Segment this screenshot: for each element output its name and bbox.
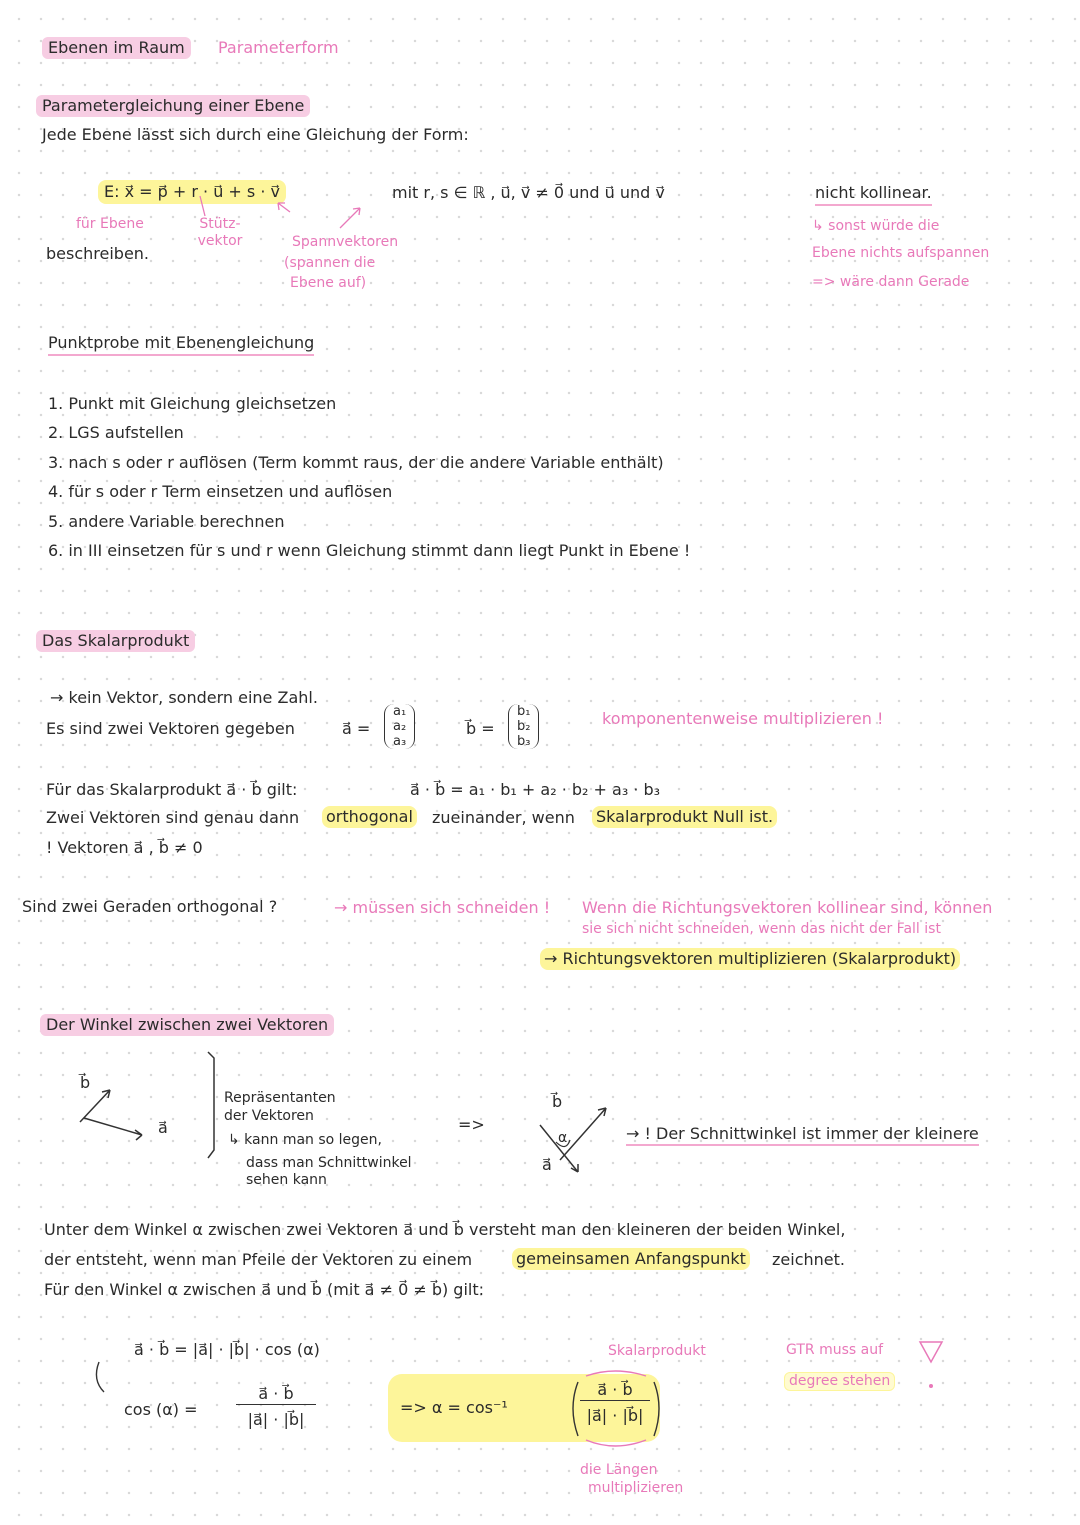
side-note-3: => wäre dann Gerade	[812, 274, 970, 290]
step-1: 1. Punkt mit Gleichung gleichsetzen	[48, 394, 337, 413]
a-comp: a₃	[393, 734, 407, 749]
winkel-formula-3-num: a⃗ · b⃗	[580, 1380, 650, 1401]
rep-4: dass man Schnittwinkel	[246, 1155, 412, 1171]
rep-2: der Vektoren	[224, 1108, 314, 1124]
step-6: 6. in III einsetzen für s und r wenn Gleichung stimmt dann liegt Punkt in Ebene !	[48, 541, 691, 560]
b-comp: b₂	[517, 719, 531, 734]
skalar-formula-intro: Für das Skalarprodukt a⃗ · b⃗ gilt:	[46, 780, 298, 799]
note-spann-2: (spannen die	[284, 255, 376, 271]
b-comp: b₃	[517, 734, 531, 749]
plane-equation: E: x⃗ = p⃗ + r · u⃗ + s · v⃗	[98, 180, 286, 204]
winkel-def-2a: der entsteht, wenn man Pfeile der Vektoren zu einem	[44, 1250, 473, 1269]
note-ebene: für Ebene	[76, 216, 144, 232]
section-heading-winkel: Der Winkel zwischen zwei Vektoren	[40, 1014, 334, 1036]
implies-arrow: =>	[458, 1115, 485, 1134]
sketch-a-label: a⃗	[158, 1118, 168, 1137]
gtr-note-2: degree stehen	[784, 1372, 895, 1391]
winkel-formula-2-den: |a⃗| · |b⃗|	[247, 1410, 305, 1429]
page-subtitle: Parameterform	[218, 38, 339, 57]
side-note-2: Ebene nichts aufspannen	[812, 245, 990, 261]
plane-condition: mit r, s ∈ ℝ , u⃗, v⃗ ≠ 0⃗ und u⃗ und v⃗	[392, 183, 665, 202]
ortho-text-1: Zwei Vektoren sind genau dann	[46, 808, 300, 827]
rep-1: Repräsentanten	[224, 1090, 336, 1106]
ortho-text-2: zueinander, wenn	[432, 808, 575, 827]
geraden-answer-3: sie sich nicht schneiden, wenn das nicht der Fall ist	[582, 921, 941, 937]
geraden-answer-2: Wenn die Richtungsvektoren kollinear sind, können	[582, 898, 993, 917]
label-skalarprodukt: Skalarprodukt	[608, 1343, 706, 1359]
skalar-line-1: → kein Vektor, sondern eine Zahl.	[50, 688, 318, 707]
winkel-formula-3-den: |a⃗| · |b⃗|	[586, 1406, 644, 1425]
skalar-note: komponentenweise multiplizieren !	[602, 709, 884, 728]
param-intro: Jede Ebene lässt sich durch eine Gleichung der Form:	[42, 125, 469, 144]
winkel-def-2c: zeichnet.	[772, 1250, 845, 1269]
skalar-line-2: Es sind zwei Vektoren gegeben	[46, 719, 295, 738]
not-collinear-label: nicht kollinear.	[815, 183, 932, 206]
section-heading-skalar: Das Skalarprodukt	[36, 630, 195, 652]
ortho-warning: ! Vektoren a⃗ , b⃗ ≠ 0	[46, 838, 203, 857]
step-3: 3. nach s oder r auflösen (Term kommt raus, der die andere Variable enthält)	[48, 453, 664, 472]
step-5: 5. andere Variable berechnen	[48, 512, 285, 531]
geraden-question: Sind zwei Geraden orthogonal ?	[22, 897, 278, 916]
rep-5: sehen kann	[246, 1172, 327, 1188]
winkel-formula-2-left: cos (α) =	[124, 1400, 198, 1419]
sketch-b-label: b⃗	[80, 1073, 91, 1092]
label-laengen-1: die Längen	[580, 1462, 658, 1478]
sketch2-a-label: a⃗	[542, 1155, 552, 1174]
step-4: 4. für s oder r Term einsetzen und auflösen	[48, 482, 393, 501]
vector-a-label: a⃗ =	[342, 719, 371, 738]
gtr-note-1: GTR muss auf	[786, 1342, 884, 1358]
winkel-formula-3-left: => α = cos⁻¹	[400, 1398, 508, 1417]
winkel-def-3: Für den Winkel α zwischen a⃗ und b⃗ (mit a⃗ ≠ 0⃗ ≠ b⃗) gilt:	[44, 1280, 485, 1299]
rep-3: ↳ kann man so legen,	[228, 1132, 382, 1148]
winkel-def-2b: gemeinsamen Anfangspunkt	[512, 1248, 750, 1270]
describe-text: beschreiben.	[46, 244, 150, 263]
step-2: 2. LGS aufstellen	[48, 423, 184, 442]
geraden-answer-1: → müssen sich schneiden !	[334, 898, 551, 917]
b-comp: b₁	[517, 704, 531, 719]
page-title: Ebenen im Raum	[42, 37, 191, 59]
note-stuetzvektor: Stütz-vektor	[197, 216, 243, 249]
sketch2-alpha: α	[558, 1130, 568, 1146]
winkel-formula-2-num: a⃗ · b⃗	[236, 1384, 316, 1405]
winkel-formula-1: a⃗ · b⃗ = |a⃗| · |b⃗| · cos (α)	[134, 1340, 320, 1359]
label-laengen-2: multiplizieren	[588, 1480, 684, 1496]
ortho-word: orthogonal	[322, 806, 417, 828]
section-heading-punktprobe: Punktprobe mit Ebenengleichung	[48, 333, 314, 356]
note-spann-3: Ebene auf)	[290, 275, 367, 291]
vector-b-label: b⃗ =	[466, 719, 495, 738]
side-note-1: ↳ sonst würde die	[812, 218, 940, 234]
schnittwinkel-note: → ! Der Schnittwinkel ist immer der kleinere	[626, 1124, 979, 1146]
vector-a-matrix	[384, 704, 415, 749]
geraden-answer-4: → Richtungsvektoren multiplizieren (Skalarprodukt)	[540, 948, 960, 970]
vector-b-matrix	[508, 704, 539, 749]
sketch2-b-label: b⃗	[552, 1092, 563, 1111]
section-heading-parameter: Parametergleichung einer Ebene	[36, 95, 310, 117]
note-spann-1: Spannvektoren	[292, 234, 399, 250]
a-comp: a₁	[393, 704, 407, 719]
winkel-def-1: Unter dem Winkel α zwischen zwei Vektoren a⃗ und b⃗ versteht man den kleineren der beiden Winkel,	[44, 1220, 846, 1239]
skalar-formula: a⃗ · b⃗ = a₁ · b₁ + a₂ · b₂ + a₃ · b₃	[410, 780, 661, 799]
warning-icon	[0, 0, 1, 1]
a-comp: a₂	[393, 719, 407, 734]
ortho-text-3: Skalarprodukt Null ist.	[592, 806, 777, 828]
